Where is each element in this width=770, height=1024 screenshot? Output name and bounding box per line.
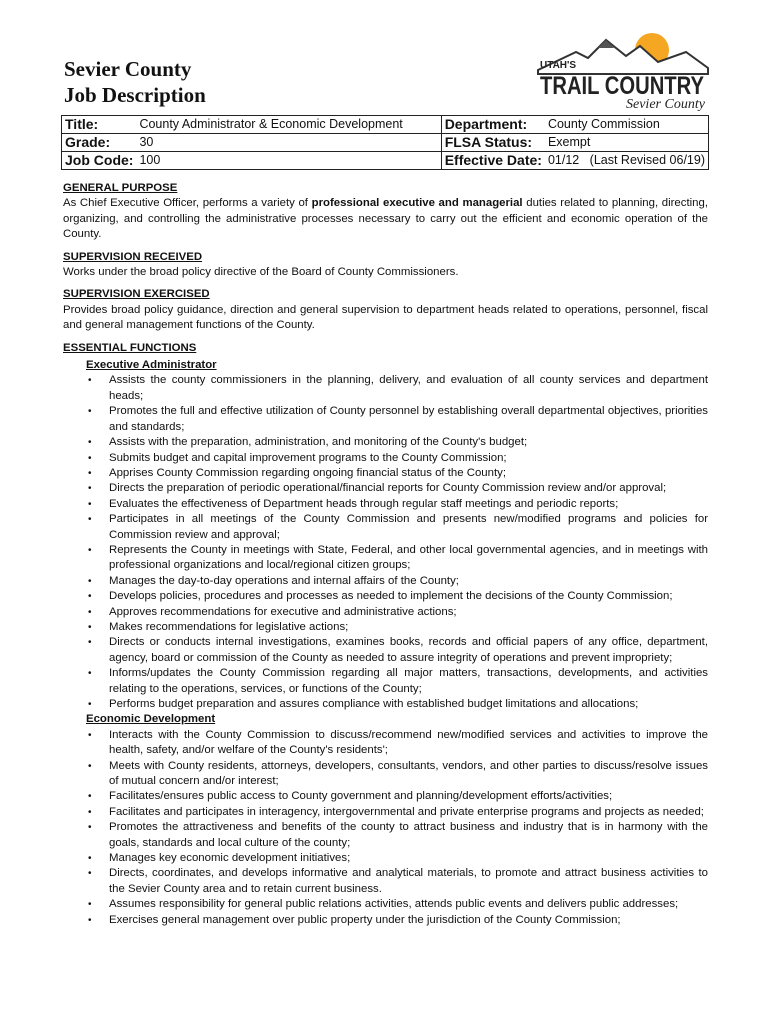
- list-item-text: Informs/updates the County Commission regarding all major matters, transactions, developments, and activities relating to the operations, services, or functions of the County;: [109, 667, 708, 695]
- essential-functions-heading: ESSENTIAL FUNCTIONS: [63, 341, 197, 354]
- general-purpose-text: As Chief Executive Officer, performs a variety of professional executive and managerial duties related to planning, directing, organizing, and controlling the administrative processes necessary to carry out the efficient and economic operation of the County.: [63, 197, 708, 241]
- list-item: [63, 851, 708, 866]
- logo-main-text: TRAIL COUNTRY: [540, 72, 705, 100]
- bullet-icon: •: [88, 575, 92, 587]
- list-item: [63, 866, 708, 897]
- flsa-status-value: Exempt: [545, 134, 709, 152]
- list-item-text: Directs, coordinates, and develops informative and analytical materials, to promote and attract business activities to the Sevier County area and to retain current business.: [109, 867, 708, 895]
- grade-value: 30: [136, 134, 441, 152]
- bullet-icon: •: [88, 822, 92, 834]
- document-title: [64, 56, 206, 108]
- bullet-icon: •: [88, 544, 92, 556]
- list-item: [63, 759, 708, 790]
- list-item-text: Evaluates the effectiveness of Department heads through regular staff meetings and periodic reports;: [109, 497, 619, 510]
- bullet-icon: •: [88, 375, 92, 387]
- bullet-icon: •: [88, 591, 92, 603]
- bullet-icon: •: [88, 668, 92, 680]
- title-label: Title:: [62, 116, 137, 134]
- executive-administrator-heading: Executive Administrator: [86, 359, 217, 372]
- list-item-text: Assumes responsibility for general public relations activities, attends public events and delivers public addresses;: [109, 898, 679, 911]
- list-item-text: Represents the County in meetings with State, Federal, and other local governmental agencies, and in meetings with professional organizations and local/regional citizen groups;: [109, 543, 708, 572]
- trail-country-logo: [536, 30, 708, 112]
- list-item: [63, 605, 708, 620]
- list-item: [63, 589, 708, 604]
- list-item: [63, 451, 708, 466]
- bullet-icon: •: [88, 868, 92, 880]
- general-purpose-heading: GENERAL PURPOSE: [63, 182, 178, 194]
- list-item: [63, 789, 708, 804]
- info-row: [62, 134, 709, 152]
- bullet-icon: •: [88, 914, 92, 926]
- list-item: [63, 481, 708, 496]
- job-info-table: [61, 115, 709, 170]
- list-item-text: Directs the preparation of periodic operational/financial reports for County Commission review and/or approval;: [109, 482, 667, 495]
- list-item-text: Facilitates/ensures public access to County government and planning/development efforts/activities;: [109, 790, 613, 803]
- bullet-icon: •: [88, 729, 92, 741]
- list-item-text: Apprises County Commission regarding ongoing financial status of the County;: [109, 466, 506, 479]
- effective-date-value: 01/12 (Last Revised 06/19): [547, 153, 705, 167]
- bullet-icon: •: [88, 760, 92, 772]
- document-body: [63, 181, 708, 928]
- logo-script-text: Sevier County: [626, 97, 705, 112]
- list-item-text: Submits budget and capital improvement programs to the County Commission;: [109, 451, 507, 464]
- list-item-text: Assists with the preparation, administration, and monitoring of the County's budget;: [109, 436, 528, 449]
- supervision-received-text: Works under the broad policy directive of the Board of County Commissioners.: [63, 266, 459, 279]
- list-item: [63, 805, 708, 820]
- department-label: Department:: [441, 116, 545, 134]
- list-item: [63, 512, 708, 543]
- list-item-text: Interacts with the County Commission to discuss/recommend new/modified services and activities to improve the health, safety, and/or welfare of the County's residents';: [109, 728, 708, 757]
- bullet-icon: •: [88, 606, 92, 618]
- list-item-text: Promotes the full and effective utilization of County personnel by establishing overall departmental objectives, priorities and standards;: [109, 405, 708, 433]
- list-item-text: Promotes the attractiveness and benefits of the county to attract business and industry that is in harmony with the goals, standards and local culture of the county;: [109, 821, 708, 849]
- bullet-icon: •: [88, 514, 92, 526]
- list-item-text: Exercises general management over public property under the jurisdiction of the County Commission;: [109, 913, 621, 926]
- list-item-text: Directs or conducts internal investigations, examines books, records and official papers of any office, department, agency, board or commission of the County as needed to assure integrity of operations and prevent impropriety;: [109, 636, 708, 664]
- list-item: [63, 666, 708, 697]
- bullet-icon: •: [88, 452, 92, 464]
- supervision-exercised-heading: SUPERVISION EXERCISED: [63, 288, 210, 301]
- title-value: County Administrator & Economic Development: [136, 116, 441, 134]
- list-item-text: Meets with County residents, attorneys, developers, consultants, vendors, and other parties to discuss/resolve issues of mutual concern and/or interest;: [109, 759, 708, 788]
- bullet-icon: •: [88, 899, 92, 911]
- list-item-text: Participates in all meetings of the County Commission and presents new/modified programs and policies for Commission review and approval;: [109, 513, 708, 541]
- bullet-icon: •: [88, 406, 92, 418]
- list-item: [63, 435, 708, 450]
- list-item-text: Manages the day-to-day operations and internal affairs of the County;: [109, 574, 459, 587]
- economic-functions-list: [63, 728, 708, 928]
- title-line-1: Sevier County: [64, 57, 192, 81]
- list-item: [63, 543, 708, 574]
- bullet-icon: •: [88, 637, 92, 649]
- list-item-text: Manages key economic development initiatives;: [109, 852, 351, 865]
- list-item: [63, 497, 708, 512]
- title-line-2: Job Description: [64, 83, 206, 107]
- list-item: [63, 913, 708, 928]
- logo-top-text: UTAH'S: [540, 60, 577, 71]
- list-item: [63, 728, 708, 759]
- job-code-label: Job Code:: [65, 152, 134, 168]
- effective-date-label: Effective Date:: [441, 152, 545, 170]
- job-code-value: 100: [139, 153, 161, 167]
- executive-functions-list: [63, 373, 708, 712]
- list-item-text: Performs budget preparation and assures compliance with established budget limitations and allocations;: [109, 698, 639, 710]
- supervision-exercised-text: Provides broad policy guidance, direction and general supervision to department heads related to operations, personnel, fiscal and general management functions of the County.: [63, 303, 708, 332]
- bullet-icon: •: [88, 437, 92, 449]
- list-item-text: Approves recommendations for executive and administrative actions;: [109, 605, 457, 618]
- department-value: County Commission: [545, 116, 709, 134]
- bullet-icon: •: [88, 806, 92, 818]
- list-item: [63, 620, 708, 635]
- list-item: [63, 697, 708, 712]
- list-item: [63, 466, 708, 481]
- list-item: [63, 635, 708, 666]
- list-item: [63, 820, 708, 851]
- supervision-received-heading: SUPERVISION RECEIVED: [63, 250, 203, 263]
- list-item: [63, 574, 708, 589]
- list-item-text: Facilitates and participates in interagency, intergovernmental and private enterprise programs and projects as needed;: [109, 805, 704, 818]
- list-item: [63, 897, 708, 912]
- grade-label: Grade:: [62, 134, 137, 152]
- bullet-icon: •: [88, 791, 92, 803]
- list-item-text: Makes recommendations for legislative actions;: [109, 620, 349, 633]
- flsa-status-label: FLSA Status:: [441, 134, 545, 152]
- bullet-icon: •: [88, 498, 92, 510]
- bullet-icon: •: [88, 621, 92, 633]
- list-item-text: Assists the county commissioners in the planning, delivery, and evaluation of all county services and department heads;: [109, 374, 708, 402]
- list-item-text: Develops policies, procedures and processes as needed to implement the decisions of the County Commission;: [109, 590, 673, 603]
- info-row: [62, 152, 709, 170]
- bullet-icon: •: [88, 853, 92, 865]
- list-item: [63, 404, 708, 435]
- info-row: [62, 116, 709, 134]
- bullet-icon: •: [88, 483, 92, 495]
- bullet-icon: •: [88, 467, 92, 479]
- economic-development-heading: Economic Development: [86, 713, 216, 726]
- bullet-icon: •: [88, 699, 92, 710]
- list-item: [63, 373, 708, 404]
